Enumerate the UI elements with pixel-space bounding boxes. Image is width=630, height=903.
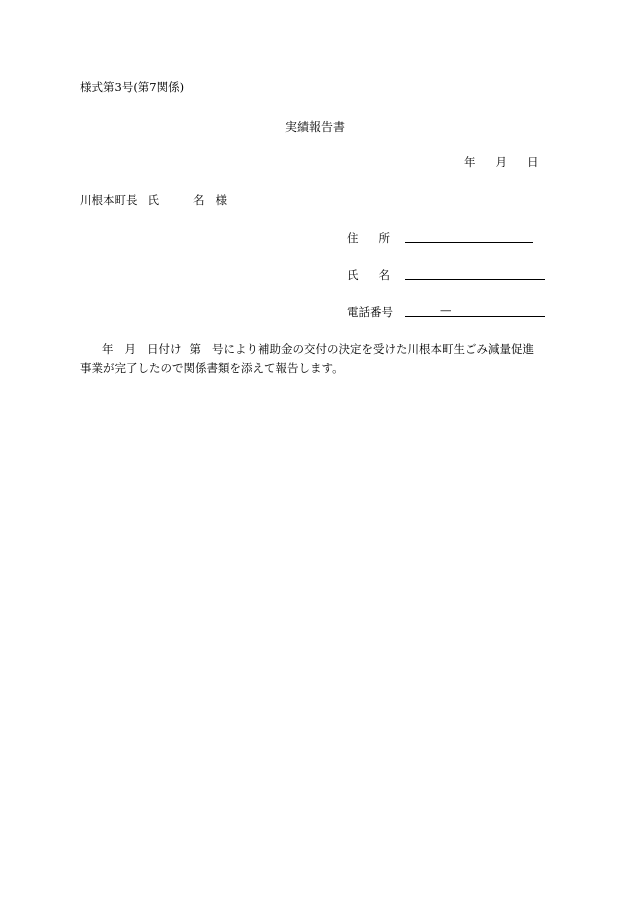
body-year: 年: [102, 342, 114, 356]
addressee-shi: 氏: [147, 193, 159, 207]
addressee-mei: 名: [193, 193, 205, 207]
addressee-org: 川根本町長: [80, 193, 138, 207]
body-line1-rest: 号により補助金の交付の決定を受けた川根本町生ごみ減量促進: [212, 342, 534, 356]
date-month-label: 月: [495, 155, 507, 169]
body-date-suffix: 日付け: [147, 342, 182, 356]
report-body-text: [80, 340, 550, 378]
body-dai: 第: [189, 342, 201, 356]
phone-label: 電話番号: [347, 305, 393, 319]
form-number: 様式第3号(第7関係): [80, 80, 185, 94]
name-field[interactable]: [405, 279, 545, 280]
address-label: 住 所: [347, 231, 390, 245]
phone-field[interactable]: [405, 316, 545, 317]
body-month: 月: [124, 342, 136, 356]
date-year-label: 年: [464, 155, 476, 169]
addressee-sama: 様: [215, 193, 227, 207]
address-field[interactable]: [405, 242, 533, 243]
addressee: [80, 193, 227, 207]
date-line: [464, 155, 539, 169]
body-line2: 事業が完了したので関係書類を添えて報告します。: [80, 361, 344, 375]
name-label: 氏 名: [347, 268, 390, 282]
document-title: 実績報告書: [284, 120, 345, 134]
phone-dash: —: [440, 303, 452, 317]
date-day-label: 日: [527, 155, 539, 169]
